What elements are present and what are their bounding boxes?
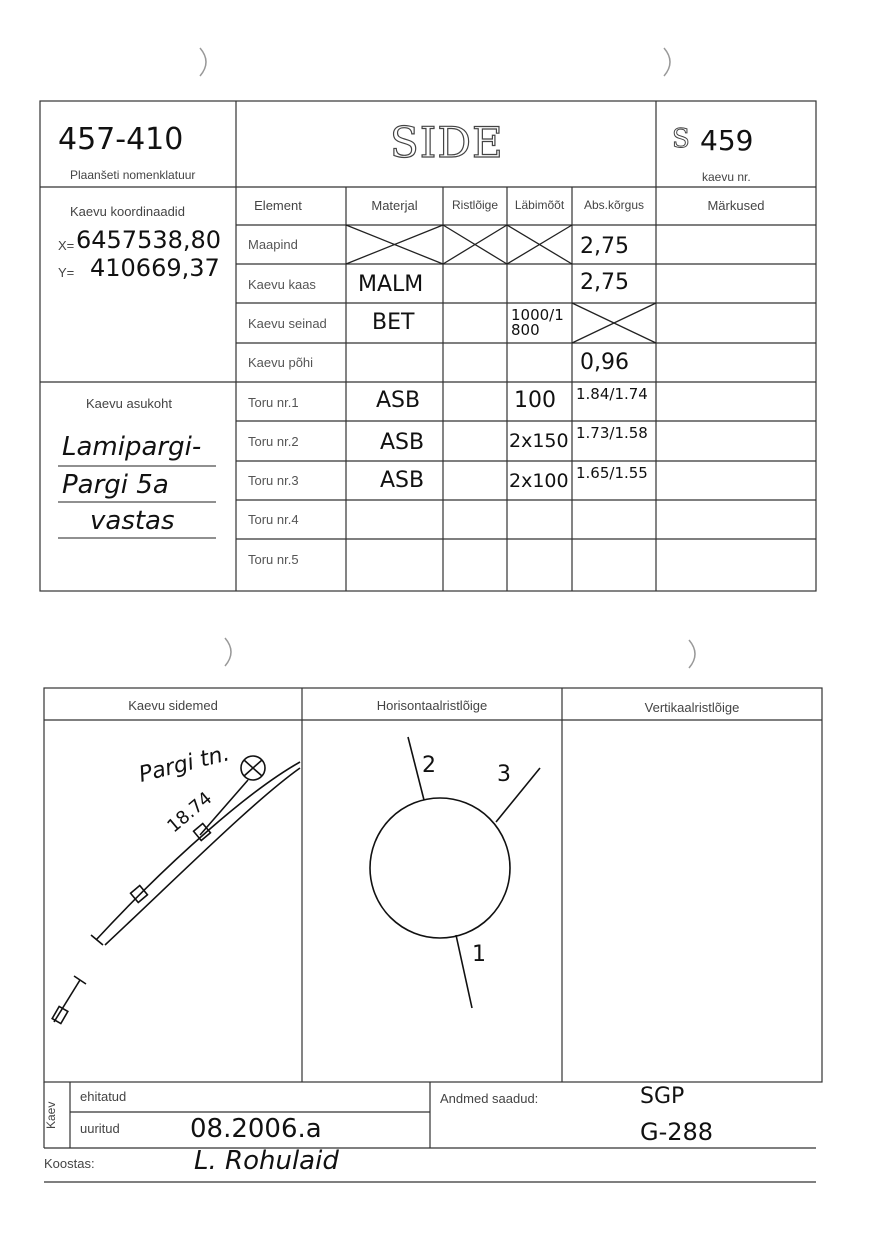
well-label: kaevu nr.	[702, 170, 751, 184]
x-prefix: X=	[58, 238, 75, 253]
row-material: ASB	[380, 468, 425, 493]
header-cross-section: Ristlõige	[451, 198, 499, 212]
location-line-1: Lamipargi-	[62, 432, 202, 462]
row-material: ASB	[380, 430, 425, 455]
sketch-col-connections: Kaevu sidemed	[128, 698, 218, 713]
row-element: Kaevu kaas	[248, 277, 316, 292]
built-label: ehitatud	[80, 1089, 127, 1104]
row-element: Toru nr.5	[248, 552, 299, 567]
row-height: 1.84/1.74	[576, 385, 648, 403]
surveyed-label: uuritud	[80, 1121, 120, 1136]
location-label: Kaevu asukoht	[86, 396, 173, 411]
header-material: Materjal	[371, 198, 418, 213]
row-material: ASB	[376, 388, 421, 413]
row-diameter: 2x150	[509, 430, 569, 452]
source-label: Andmed saadud:	[440, 1091, 539, 1106]
nomenclature-value: 457-410	[58, 122, 184, 157]
row-height: 1.73/1.58	[576, 424, 648, 442]
compiled-label: Koostas:	[44, 1156, 95, 1171]
header-notes: Märkused	[707, 198, 765, 213]
well-number: 459	[700, 124, 754, 157]
row-diameter: 100	[514, 388, 556, 413]
header-diameter: Läbimõõt	[514, 198, 565, 212]
row-height: 2,75	[580, 234, 629, 259]
row-height: 1.65/1.55	[576, 464, 648, 482]
side-label: Kaev	[44, 1101, 58, 1129]
nomenclature-label: Plaanšeti nomenklatuur	[70, 168, 196, 182]
row-element: Toru nr.1	[248, 395, 299, 410]
coordinates-label: Kaevu koordinaadid	[70, 204, 185, 219]
row-height: 2,75	[580, 270, 629, 295]
row-element: Kaevu põhi	[248, 355, 314, 370]
header-element: Element	[254, 198, 302, 213]
pipe-label: 1	[472, 942, 486, 967]
sketch-note: Pargi tn.	[136, 741, 233, 788]
row-height: 0,96	[580, 350, 629, 375]
row-element: Toru nr.4	[248, 512, 299, 527]
row-material: MALM	[358, 272, 424, 297]
y-prefix: Y=	[58, 265, 75, 280]
location-line-2: Pargi 5a	[62, 470, 169, 500]
row-diameter: 1000/1800	[511, 306, 564, 339]
location-line-3: vastas	[90, 506, 175, 536]
pipe-label: 3	[497, 762, 511, 787]
source-value-2: G-288	[640, 1118, 714, 1146]
row-element: Kaevu seinad	[248, 316, 327, 331]
row-diameter: 2x100	[509, 470, 569, 492]
pipe-label: 2	[422, 753, 436, 778]
row-element: Toru nr.3	[248, 473, 299, 488]
x-coordinate: 6457538,80	[76, 226, 222, 254]
row-element: Maapind	[248, 237, 298, 252]
row-material: BET	[372, 310, 415, 335]
sketch-col-horizontal: Horisontaalristlõige	[376, 698, 488, 713]
well-prefix: S	[672, 124, 690, 154]
compiled-value: L. Rohulaid	[194, 1146, 339, 1176]
sketch-col-vertical: Vertikaalristlõige	[644, 700, 740, 715]
y-coordinate: 410669,37	[90, 254, 220, 282]
sketch-distance: 18.74	[163, 787, 217, 838]
page-title: SIDE	[390, 118, 504, 167]
header-abs-height: Abs.kõrgus	[583, 198, 645, 212]
row-element: Toru nr.2	[248, 434, 299, 449]
source-value-1: SGP	[640, 1084, 685, 1109]
surveyed-value: 08.2006.a	[190, 1114, 322, 1144]
